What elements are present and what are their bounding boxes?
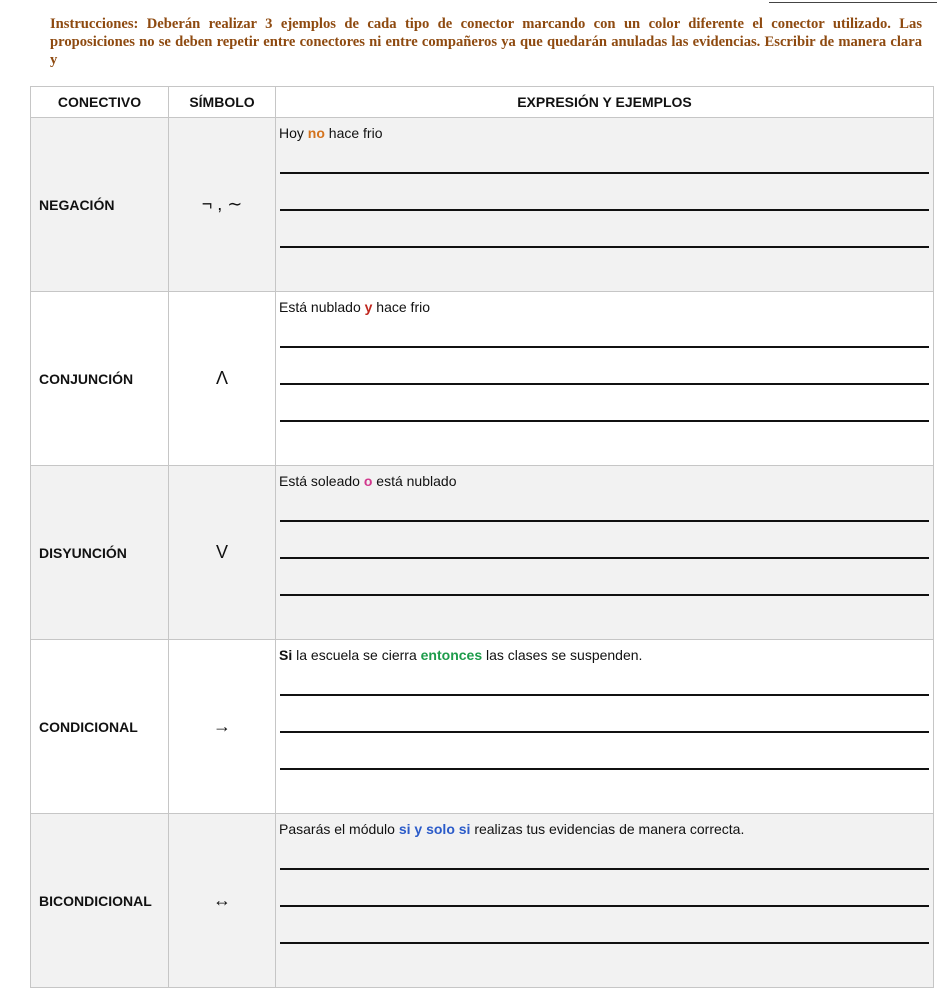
header-row — [31, 87, 934, 118]
answer-line-2[interactable] — [280, 731, 929, 733]
answer-line-1[interactable] — [280, 694, 929, 696]
example-text-after: las clases se suspenden. — [482, 647, 643, 663]
connective-name: DISYUNCIÓN — [31, 466, 169, 640]
answer-line-2[interactable] — [280, 905, 929, 907]
example-text-before: Hoy — [279, 125, 308, 141]
connector-keyword: no — [307, 125, 325, 141]
answer-line-3[interactable] — [280, 594, 929, 596]
answer-line-1[interactable] — [280, 346, 929, 348]
connective-symbol: ↔ — [169, 814, 276, 988]
example-cell — [276, 292, 934, 466]
answer-line-1[interactable] — [280, 520, 929, 522]
answer-line-3[interactable] — [280, 246, 929, 248]
connective-name: CONJUNCIÓN — [31, 292, 169, 466]
row-negation — [31, 118, 934, 292]
answer-line-3[interactable] — [280, 420, 929, 422]
example-text-before: Pasarás el módulo — [279, 821, 399, 837]
connective-name: BICONDICIONAL — [31, 814, 169, 988]
answer-line-2[interactable] — [280, 383, 929, 385]
example-cell — [276, 814, 934, 988]
connective-name: CONDICIONAL — [31, 640, 169, 814]
example-text-before: Está soleado — [279, 473, 364, 489]
answer-line-1[interactable] — [280, 868, 929, 870]
answer-line-2[interactable] — [280, 209, 929, 211]
example-cell — [276, 118, 934, 292]
example-sentence — [276, 814, 933, 838]
connective-symbol: V — [169, 466, 276, 640]
answer-line-3[interactable] — [280, 768, 929, 770]
header-connective: CONECTIVO — [31, 87, 169, 118]
connector-keyword: si y solo si — [398, 821, 471, 837]
example-sentence — [276, 118, 933, 142]
connective-symbol: ¬ , ∼ — [169, 118, 276, 292]
connector-keyword: y — [364, 299, 373, 315]
instructions-text: Instrucciones: Deberán realizar 3 ejemplos de cada tipo de conector marcando con un color diferente el conector utilizado. Las proposiciones no se deben repetir entre conectores ni entre compañeros ya que quedarán anuladas las evidencias. Escribir de manera clara y — [50, 16, 922, 68]
answer-line-2[interactable] — [280, 557, 929, 559]
example-sentence — [276, 640, 933, 664]
example-text-after: hace frio — [324, 125, 383, 141]
example-text-before: Está nublado — [279, 299, 365, 315]
example-text-after: está nublado — [372, 473, 457, 489]
example-text-after: realizas tus evidencias de manera correcta. — [470, 821, 745, 837]
row-disjunction — [31, 466, 934, 640]
answer-line-3[interactable] — [280, 942, 929, 944]
top-rule — [769, 2, 937, 3]
connective-symbol: Λ — [169, 292, 276, 466]
header-symbol: SÍMBOLO — [169, 87, 276, 118]
row-conjunction — [31, 292, 934, 466]
connector-keyword-lead: Si — [279, 647, 293, 663]
connector-keyword: o — [363, 473, 373, 489]
example-sentence — [276, 466, 933, 490]
example-text-middle: la escuela se cierra — [292, 647, 421, 663]
example-sentence — [276, 292, 933, 316]
row-conditional — [31, 640, 934, 814]
answer-line-1[interactable] — [280, 172, 929, 174]
connective-symbol: → — [169, 640, 276, 814]
example-cell — [276, 640, 934, 814]
connectors-table — [30, 86, 934, 988]
connective-name: NEGACIÓN — [31, 118, 169, 292]
example-cell — [276, 466, 934, 640]
example-text-after: hace frio — [372, 299, 431, 315]
header-expression: EXPRESIÓN Y EJEMPLOS — [276, 87, 934, 118]
connector-keyword: entonces — [420, 647, 483, 663]
row-biconditional — [31, 814, 934, 988]
